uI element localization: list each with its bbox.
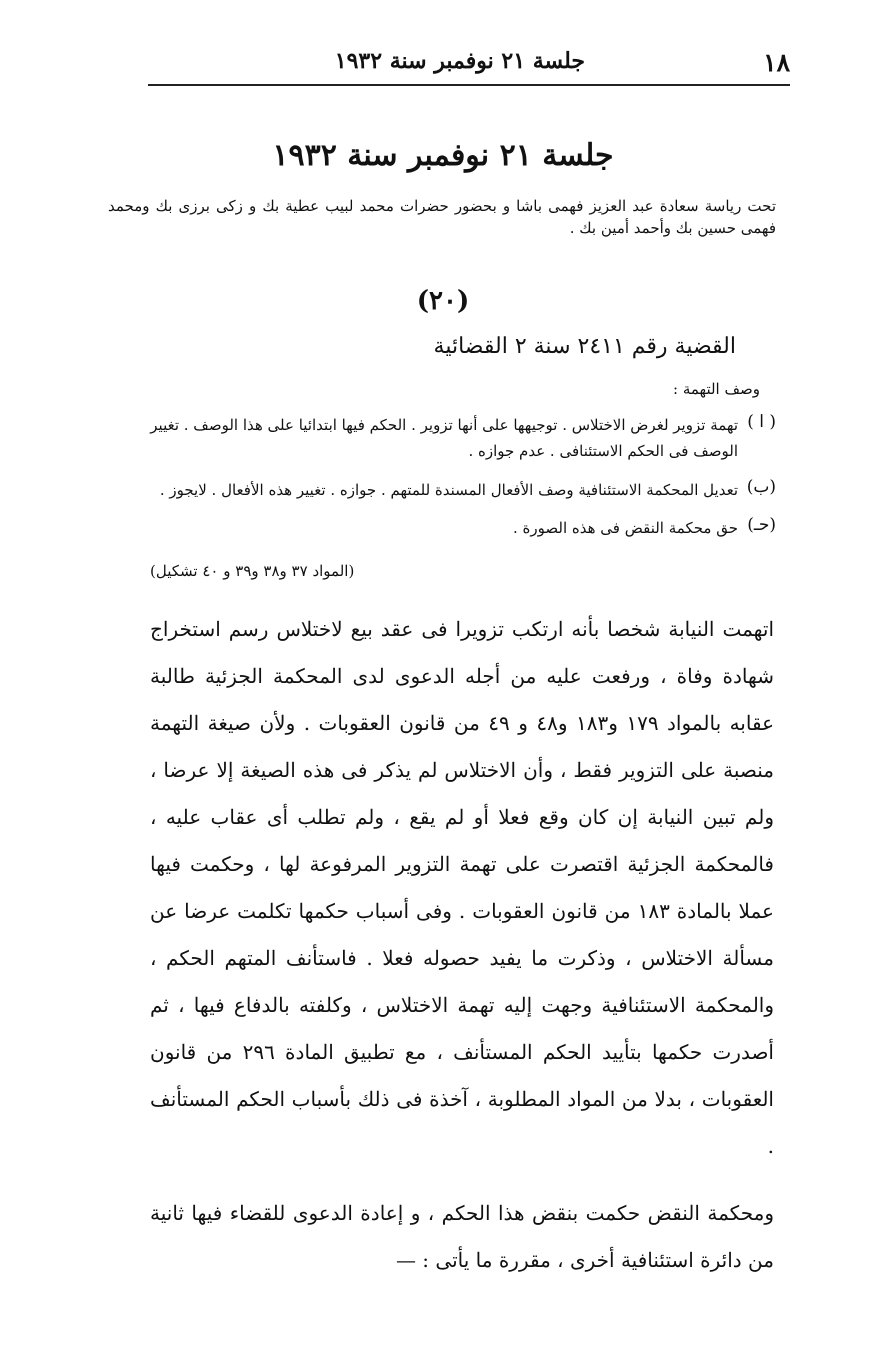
charge-point-text: تهمة تزوير لغرض الاختلاس . توجيهها على أنها تزوير . الحكم فيها ابتدائيا على هذا الوصف . تغيير الوصف فى الحكم الاستئنافى . عدم جوازه . — [150, 416, 738, 461]
case-title: القضية رقم ٢٤١١ سنة ٢ القضائية — [433, 334, 736, 359]
case-number: (٢٠) — [416, 286, 470, 316]
charge-point-text: حق محكمة النقض فى هذه الصورة . — [512, 518, 738, 537]
charge-points — [108, 412, 776, 553]
presidency-text: تحت رياسة سعادة عبد العزيز فهمى باشا و بحضور حضرات محمد لبيب عطية بك و زكى برزى بك ومحمد فهمى حسين بك وأحمد أمين بك . — [108, 197, 776, 237]
charge-point — [108, 515, 776, 541]
body-paragraph: اتهمت النيابة شخصا بأنه ارتكب تزويرا فى عقد بيع لاختلاس رسم استخراج شهادة وفاة ، ورفعت عليه من أجله الدعوى لدى المحكمة الجزئية طالبة عقابه بالمواد ١٧٩ و١٨٣ و٤٨ و ٤٩ من قانون العقوبات . ولأن صيغة التهمة منصبة على التزوير فقط ، وأن الاختلاس لم يذكر فى هذه الصيغة إلا عرضا ، ولم تبين النيابة إن كان وقع فعلا أو لم يقع ، ولم تطلب أى عقاب عليه ، فالمحكمة الجزئية اقتصرت على تهمة التزوير المرفوعة لها ، وحكمت فيها عملا بالمادة ١٨٣ من قانون العقوبات . وفى أسباب حكمها تكلمت عرضا عن مسألة الاختلاس ، وذكرت ما يفيد حصوله فعلا . فاستأنف المتهم الحكم ، والمحكمة الاستئنافية وجهت إليه تهمة الاختلاس ، وكلفته بالدفاع فيها ، ثم أصدرت حكمها بتأييد الحكم المستأنف ، مع تطبيق المادة ٢٩٦ من قانون العقوبات ، بدلا من المواد المطلوبة ، آخذة فى ذلك بأسباب الحكم المستأنف . — [150, 617, 775, 1158]
charge-point-text: تعديل المحكمة الاستئنافية وصف الأفعال المسندة للمتهم . جوازه . تغيير هذه الأفعال . لايجوز . — [159, 480, 738, 499]
charge-point-marker: ( ا ) — [747, 412, 776, 432]
session-title: جلسة ٢١ نوفمبر سنة ١٩٣٢ — [272, 138, 614, 173]
running-header — [148, 44, 790, 86]
judgment-body — [150, 606, 774, 1304]
body-paragraph: ومحكمة النقض حكمت بنقض هذا الحكم ، و إعادة الدعوى للقضاء فيها ثانية من دائرة استئنافية أخرى ، مقررة ما يأتى : — — [150, 1201, 774, 1272]
charge-point-marker: (حـ) — [747, 514, 776, 535]
charge-point — [108, 477, 776, 503]
charge-point — [108, 412, 776, 465]
articles-reference: (المواد ٣٧ و٣٨ و٣٩ و ٤٠ تشكيل) — [150, 562, 355, 580]
charge-point-marker: (ب) — [746, 476, 776, 497]
charge-description-heading: وصف التهمة : — [673, 380, 760, 398]
running-header-title: جلسة ٢١ نوفمبر سنة ١٩٣٢ — [334, 48, 585, 74]
page-number: ١٨ — [763, 48, 790, 77]
